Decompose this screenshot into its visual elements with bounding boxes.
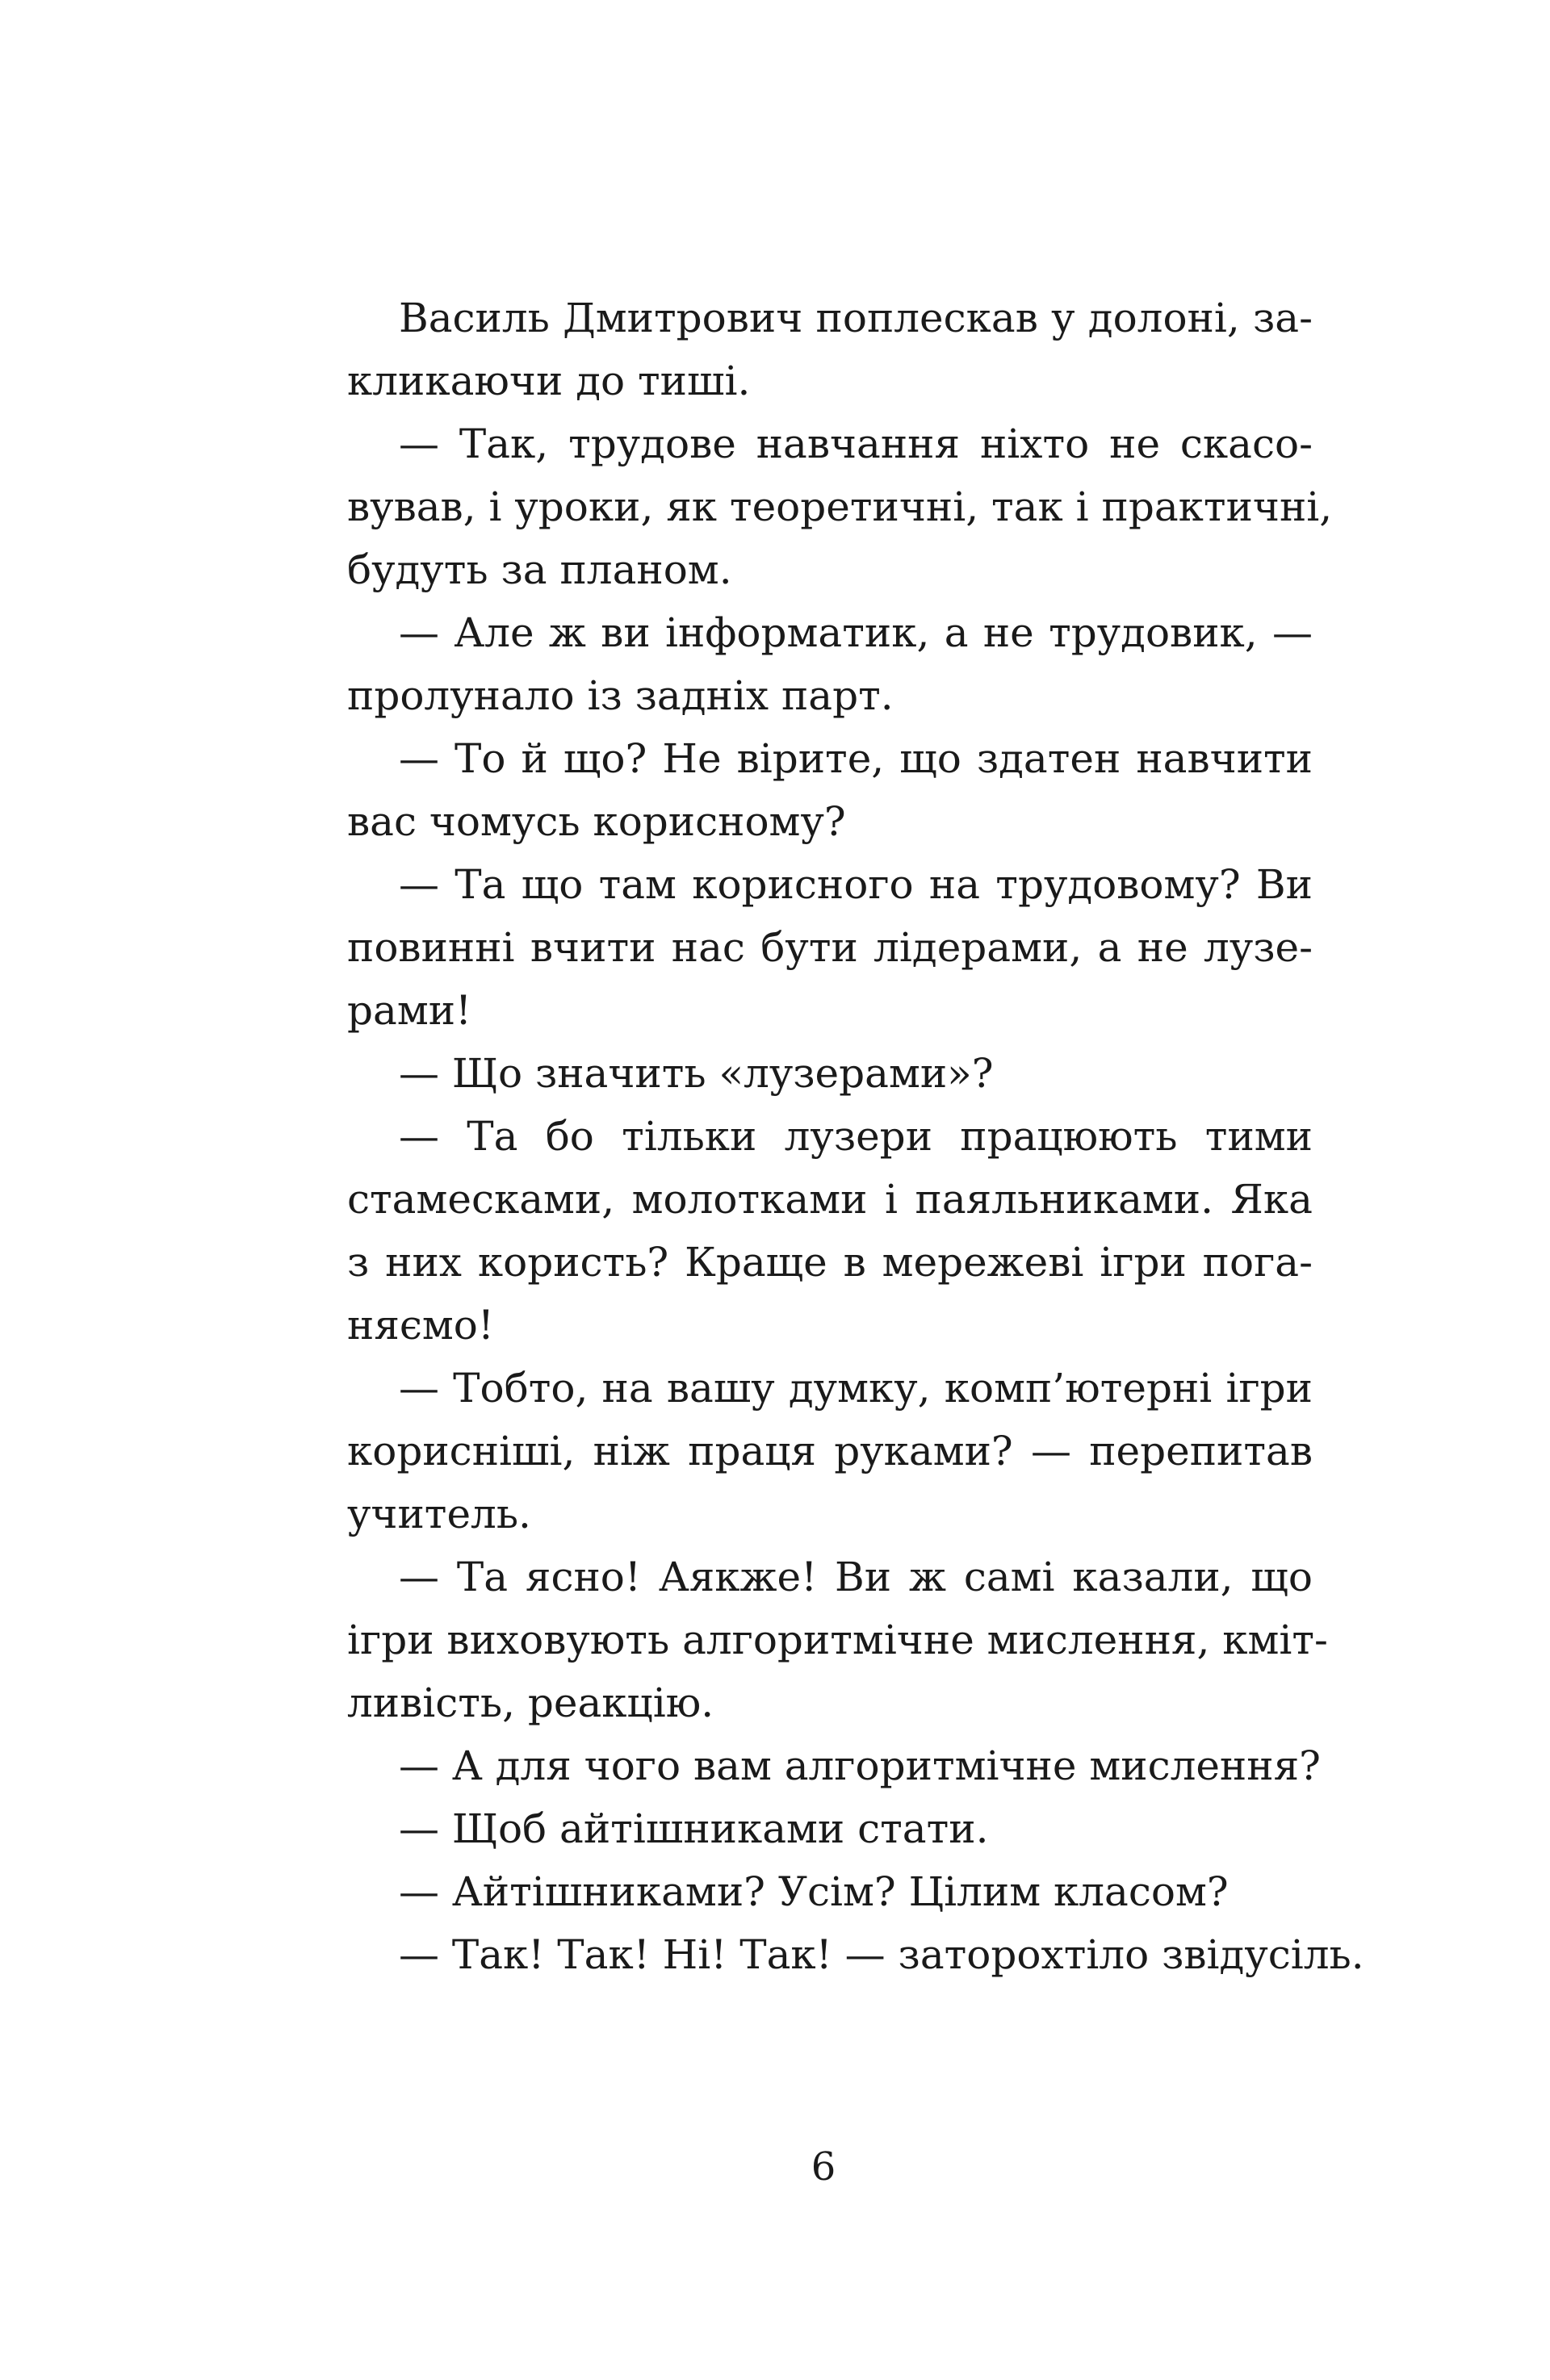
text-line: — Але ж ви інформатик, а не трудовик, — [399, 609, 1313, 656]
text-line: повинні вчити нас бути лідерами, а не лузе- [347, 924, 1313, 971]
text-line: — Тобто, на вашу думку, комп’ютерні ігри [399, 1365, 1313, 1412]
text-line: корисніші, ніж праця руками? — перепитав [347, 1428, 1313, 1474]
page-number: 6 [811, 2144, 836, 2190]
text-line: вас чомусь корисному? [347, 798, 846, 845]
text-line: — А для чого вам алгоритмічне мислення? [399, 1742, 1321, 1789]
text-line: Василь Дмитрович поплескав у долоні, за- [399, 295, 1313, 341]
text-line: — Що значить «лузерами»? [399, 1050, 994, 1097]
text-line: учитель. [347, 1491, 531, 1537]
text-line: — Щоб айтішниками стати. [399, 1805, 989, 1852]
text-line: ігри виховують алгоритмічне мислення, кміт- [347, 1617, 1328, 1663]
page-text [347, 287, 1364, 1986]
text-line: — Та що там корисного на трудовому? Ви [399, 861, 1313, 908]
text-line: пролунало із задніх парт. [347, 672, 894, 719]
text-line: рами! [347, 987, 472, 1034]
text-line: вував, і уроки, як теоретичні, так і практичні, [347, 483, 1333, 530]
text-line: — То й що? Не вірите, що здатен навчити [399, 735, 1313, 782]
text-line: будуть за планом. [347, 546, 732, 593]
text-line: — Так! Так! Ні! Так! — заторохтіло звідусіль. [399, 1931, 1364, 1978]
text-line: няємо! [347, 1302, 494, 1349]
text-line: — Так, трудове навчання ніхто не скасо- [399, 420, 1313, 467]
text-line: ливість, реакцію. [347, 1679, 714, 1726]
text-line: з них користь? Краще в мережеві ігри пога- [347, 1239, 1313, 1286]
text-line: кликаючи до тиші. [347, 358, 751, 404]
text-line: — Айтішниками? Усім? Цілим класом? [399, 1868, 1229, 1915]
text-line: — Та бо тільки лузери працюють тими [399, 1113, 1313, 1160]
text-line: — Та ясно! Аякже! Ви ж самі казали, що [399, 1554, 1313, 1600]
text-line: стамесками, молотками і паяльниками. Яка [347, 1176, 1313, 1223]
